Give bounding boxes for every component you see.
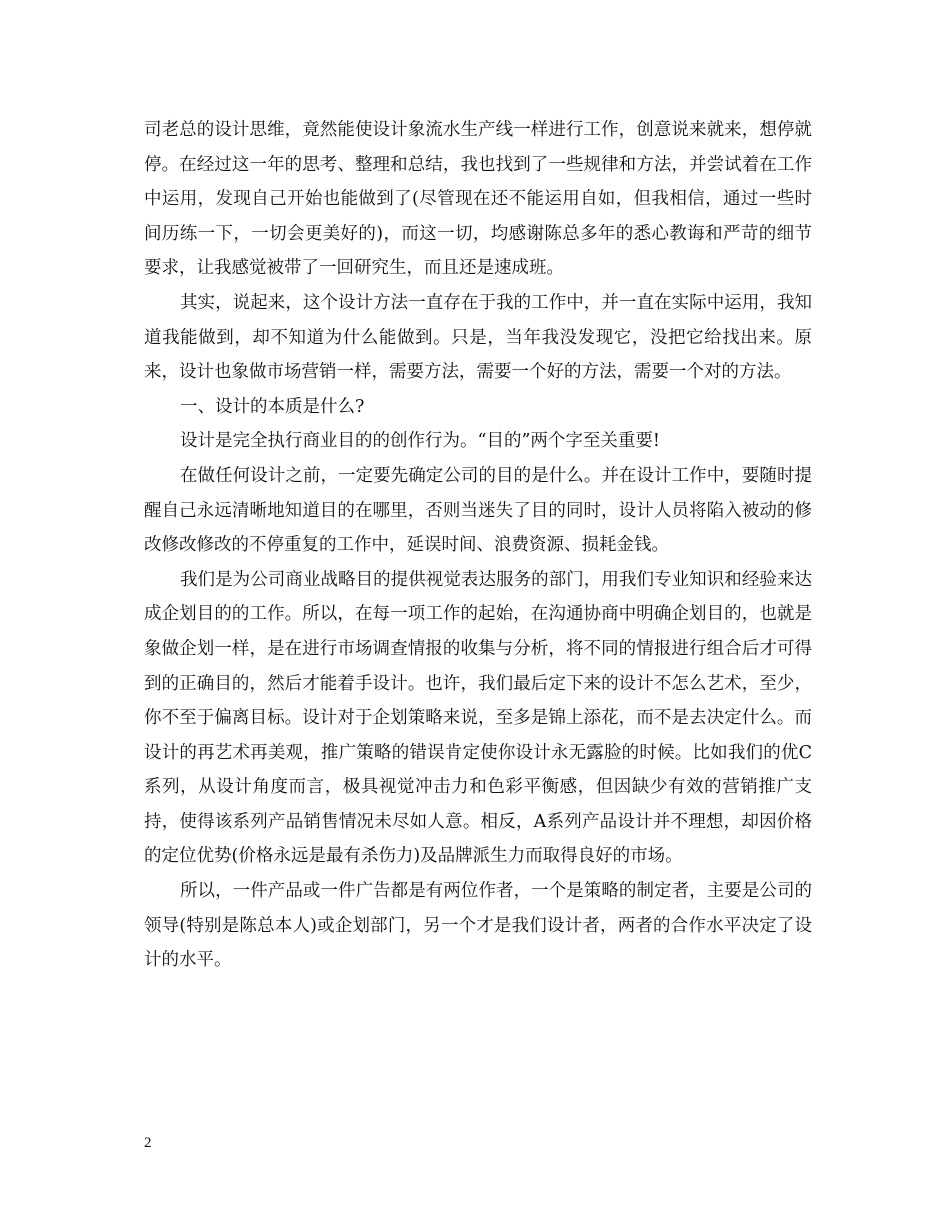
paragraph-2: 其实，说起来，这个设计方法一直存在于我的工作中，并一直在实际中运用，我知道我能做到，却不知道为什么能做到。只是，当年我没发现它，没把它给找出来。原来，设计也象做市场营销一样，需要方法，需要一个好的方法，需要一个对的方法。 xyxy=(144,292,812,383)
paragraph-6: 所以，一件产品或一件广告都是有两位作者，一个是策略的制定者，主要是公司的领导(特别是陈总本人)或企划部门，另一个才是我们设计者，两者的合作水平决定了设计的水平。 xyxy=(144,881,812,971)
document-body xyxy=(144,113,812,978)
paragraph-5: 我们是为公司商业战略目的提供视觉表达服务的部门，用我们专业知识和经验来达成企划目的的工作。所以，在每一项工作的起始，在沟通协商中明确企划目的，也就是象做企划一样，是在进行市场调查情报的收集与分析，将不同的情报进行组合后才可得到的正确目的，然后才能着手设计。也许，我们最后定下来的设计不怎么艺术，至少，你不至于偏离目标。设计对于企划策略来说，至多是锦上添花，而不是去决定什么。而设计的再艺术再美观，推广策略的错误肯定使你设计永无露脸的时候。比如我们的优C系列，从设计角度而言，极具视觉冲击力和色彩平衡感，但因缺少有效的营销推广支持，使得该系列产品销售情况未尽如人意。相反，A系列产品设计并不理想，却因价格的定位优势(价格永远是最有杀伤力)及品牌派生力而取得良好的市场。 xyxy=(144,569,812,867)
page-number: 2 xyxy=(144,1135,152,1151)
paragraph-1: 司老总的设计思维，竟然能使设计象流水生产线一样进行工作，创意说来就来，想停就停。在经过这一年的思考、整理和总结，我也找到了一些规律和方法，并尝试着在工作中运用，发现自己开始也能做到了(尽管现在还不能运用自如，但我相信，通过一些时间历练一下，一切会更美好的)，而这一切，均感谢陈总多年的悉心教诲和严苛的细节要求，让我感觉被带了一回研究生，而且还是速成班。 xyxy=(144,120,812,279)
paragraph-4: 在做任何设计之前，一定要先确定公司的目的是什么。并在设计工作中，要随时提醒自己永远清晰地知道目的在哪里，否则当迷失了目的同时，设计人员将陷入被动的修改修改修改的不停重复的工作中，延误时间、浪费资源、损耗金钱。 xyxy=(144,465,812,556)
paragraph-3: 设计是完全执行商业目的的创作行为。“目的”两个字至关重要! xyxy=(180,431,660,452)
section-heading: 一、设计的本质是什么? xyxy=(180,396,365,417)
